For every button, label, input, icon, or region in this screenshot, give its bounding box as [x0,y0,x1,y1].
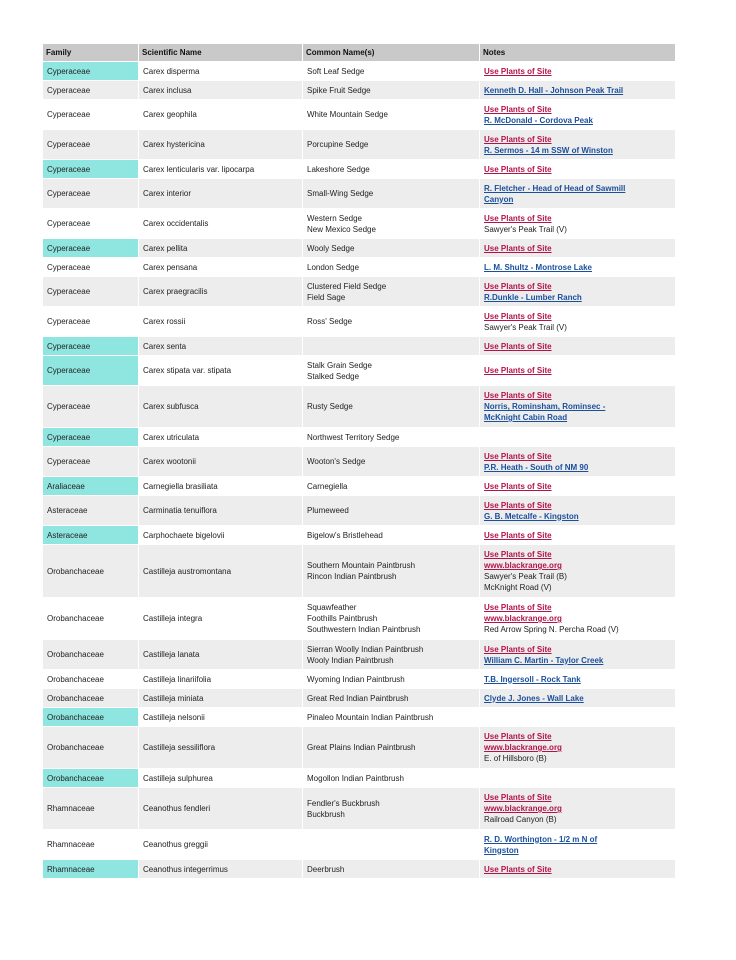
scientific-name-cell: Carex disperma [139,62,303,81]
scientific-name-cell: Carex subfusca [139,386,303,428]
note-link[interactable]: www.blackrange.org [484,561,562,570]
common-name-cell [303,545,480,598]
common-name-cell [303,160,480,179]
note-link[interactable]: Use Plants of Site [484,66,552,76]
family-cell: Orobanchaceae [43,598,139,640]
table-row [43,160,676,179]
common-name-line: Wooly Sedge [307,243,355,253]
family-cell: Cyperaceae [43,62,139,81]
common-name-cell [303,337,480,356]
scientific-name-cell: Carnegiella brasiliata [139,477,303,496]
notes-cell [480,428,676,447]
scientific-name-cell: Carex occidentalis [139,209,303,239]
table-row [43,386,676,428]
common-name-cell [303,277,480,307]
table-row [43,209,676,239]
common-name-line: Field Sage [307,292,346,302]
common-name-line: Spike Fruit Sedge [307,85,371,95]
table-row [43,689,676,708]
scientific-name-cell: Castilleja sulphurea [139,769,303,788]
note-link[interactable]: Use Plants of Site [484,243,552,253]
scientific-name-cell: Carminatia tenuiflora [139,496,303,526]
table-row [43,670,676,689]
notes-cell [480,209,676,239]
table-row [43,62,676,81]
note-link[interactable]: Use Plants of Site [484,311,552,321]
scientific-name-cell: Ceanothus greggii [139,830,303,860]
notes-cell [480,640,676,670]
common-name-cell [303,526,480,545]
scientific-name-cell: Ceanothus fendleri [139,788,303,830]
common-name-line: Stalked Sedge [307,371,360,381]
family-cell: Cyperaceae [43,307,139,337]
table-row [43,81,676,100]
common-name-cell [303,708,480,727]
scientific-name-cell: Carex interior [139,179,303,209]
common-name-cell [303,769,480,788]
common-name-cell [303,447,480,477]
scientific-name-cell: Carex utriculata [139,428,303,447]
note-link[interactable]: Use Plants of Site [484,500,552,510]
family-cell: Orobanchaceae [43,727,139,769]
scientific-name-cell: Ceanothus integerrimus [139,860,303,879]
notes-cell [480,830,676,860]
note-link[interactable]: R. D. Worthington - 1/2 m N of [484,834,598,844]
notes-cell [480,81,676,100]
family-cell: Asteraceae [43,496,139,526]
scientific-name-cell: Castilleja lanata [139,640,303,670]
common-name-line: Stalk Grain Sedge [307,360,372,370]
note-link[interactable]: Clyde J. Jones - Wall Lake [484,693,584,703]
common-name-cell [303,727,480,769]
note-link[interactable]: Use Plants of Site [484,732,552,741]
notes-cell [480,788,676,830]
common-name-line: Plumeweed [307,506,349,515]
table-row [43,179,676,209]
note-link[interactable]: Use Plants of Site [484,391,552,400]
note-link[interactable]: Use Plants of Site [484,104,552,114]
table-row [43,130,676,160]
scientific-name-cell: Carphochaete bigelovii [139,526,303,545]
scientific-name-cell: Carex wootonii [139,447,303,477]
table-row [43,447,676,477]
note-link[interactable]: Use Plants of Site [484,864,552,874]
scientific-name-cell: Carex inclusa [139,81,303,100]
common-name-cell [303,428,480,447]
family-cell: Cyperaceae [43,386,139,428]
common-name-line: Wooly Indian Paintbrush [307,655,394,665]
notes-cell [480,769,676,788]
scientific-name-cell: Carex hystericina [139,130,303,160]
common-name-cell [303,640,480,670]
table-row [43,496,676,526]
family-cell: Orobanchaceae [43,708,139,727]
notes-cell [480,727,676,769]
scientific-name-cell: Carex lenticularis var. lipocarpa [139,160,303,179]
family-cell: Cyperaceae [43,239,139,258]
table-row [43,337,676,356]
note-link[interactable]: Use Plants of Site [484,281,552,291]
notes-cell [480,526,676,545]
note-link[interactable]: Use Plants of Site [484,134,552,144]
scientific-name-cell: Castilleja integra [139,598,303,640]
table-row [43,788,676,830]
common-name-line: Wyoming Indian Paintbrush [307,674,405,684]
table-row [43,727,676,769]
common-name-cell [303,62,480,81]
table-row [43,477,676,496]
common-name-line: Clustered Field Sedge [307,281,387,291]
table-row [43,277,676,307]
note-link[interactable]: Use Plants of Site [484,793,552,802]
common-name-cell [303,81,480,100]
family-cell: Cyperaceae [43,130,139,160]
notes-cell [480,100,676,130]
note-link[interactable]: Use Plants of Site [484,644,552,654]
scientific-name-cell: Carex rossii [139,307,303,337]
common-name-line: Rincon Indian Paintbrush [307,572,397,581]
common-name-line: Bigelow's Bristlehead [307,530,383,540]
note-link[interactable]: T.B. Ingersoll - Rock Tank [484,674,581,684]
scientific-name-cell: Castilleja miniata [139,689,303,708]
note-text: Red Arrow Spring N. Percha Road (V) [484,625,619,634]
notes-cell [480,239,676,258]
common-name-line: White Mountain Sedge [307,110,388,119]
table-row [43,307,676,337]
table-row [43,545,676,598]
notes-cell [480,545,676,598]
note-link[interactable]: Use Plants of Site [484,550,552,559]
common-name-line: Lakeshore Sedge [307,164,370,174]
note-link[interactable]: L. M. Shultz - Montrose Lake [484,262,593,272]
note-link[interactable]: R. Fletcher - Head of Head of Sawmill [484,183,626,193]
family-cell: Orobanchaceae [43,689,139,708]
note-text: Sawyer's Peak Trail (B) [484,572,567,581]
family-cell: Cyperaceae [43,356,139,386]
notes-cell [480,860,676,879]
scientific-name-cell: Carex praegracilis [139,277,303,307]
note-link[interactable]: R. Sermos - 14 m SSW of Winston [484,145,613,155]
table-row [43,708,676,727]
family-cell: Rhamnaceae [43,830,139,860]
notes-cell [480,356,676,386]
notes-cell [480,337,676,356]
family-cell: Cyperaceae [43,337,139,356]
note-link[interactable]: Canyon [484,194,514,204]
table-row [43,526,676,545]
table-row [43,258,676,277]
notes-cell [480,447,676,477]
table-row [43,860,676,879]
family-cell: Orobanchaceae [43,640,139,670]
common-name-line: Soft Leaf Sedge [307,66,365,76]
common-name-cell [303,788,480,830]
common-name-cell [303,307,480,337]
notes-cell [480,598,676,640]
notes-cell [480,160,676,179]
note-link[interactable]: Use Plants of Site [484,451,552,461]
common-name-cell [303,689,480,708]
family-cell: Cyperaceae [43,447,139,477]
note-link[interactable]: Use Plants of Site [484,164,552,174]
note-text: McKnight Road (V) [484,583,552,592]
notes-cell [480,670,676,689]
common-name-line: Carnegiella [307,481,348,491]
note-link[interactable]: P.R. Heath - South of NM 90 [484,462,589,472]
note-link[interactable]: McKnight Cabin Road [484,413,568,422]
family-cell: Asteraceae [43,526,139,545]
family-cell: Araliaceae [43,477,139,496]
notes-cell [480,496,676,526]
notes-cell [480,130,676,160]
common-name-line: Great Red Indian Paintbrush [307,693,409,703]
common-name-line: Southern Mountain Paintbrush [307,561,416,570]
note-link[interactable]: Use Plants of Site [484,341,552,351]
common-name-line: Deerbrush [307,864,345,874]
common-name-line: Northwest Territory Sedge [307,432,400,442]
header-notes: Notes [480,44,676,62]
table-row [43,239,676,258]
common-name-cell [303,356,480,386]
common-name-line: Sierran Woolly Indian Paintbrush [307,644,424,654]
common-name-line: Mogollon Indian Paintbrush [307,773,404,783]
scientific-name-cell: Carex pensana [139,258,303,277]
common-name-line: Porcupine Sedge [307,140,369,149]
scientific-name-cell: Carex geophila [139,100,303,130]
common-name-line: Southwestern Indian Paintbrush [307,625,421,634]
common-name-cell [303,830,480,860]
common-name-cell [303,477,480,496]
family-cell: Cyperaceae [43,81,139,100]
table-row [43,640,676,670]
family-cell: Rhamnaceae [43,860,139,879]
family-cell: Cyperaceae [43,209,139,239]
note-link[interactable]: Norris, Rominsham, Rominsec - [484,402,606,411]
note-text: Sawyer's Peak Trail (V) [484,224,567,234]
common-name-cell [303,100,480,130]
note-link[interactable]: R.Dunkle - Lumber Ranch [484,292,582,302]
header-scientific-name: Scientific Name [139,44,303,62]
note-link[interactable]: William C. Martin - Taylor Creek [484,655,604,665]
notes-cell [480,386,676,428]
notes-cell [480,179,676,209]
notes-cell [480,277,676,307]
note-link[interactable]: Use Plants of Site [484,603,552,612]
common-name-line: Buckbrush [307,809,345,819]
common-name-line: Rusty Sedge [307,402,353,411]
family-cell: Orobanchaceae [43,670,139,689]
scientific-name-cell: Castilleja austromontana [139,545,303,598]
note-link[interactable]: Use Plants of Site [484,530,552,540]
notes-cell [480,258,676,277]
common-name-line: Ross' Sedge [307,317,353,326]
table-row [43,428,676,447]
family-cell: Cyperaceae [43,160,139,179]
common-name-line: Foothills Paintbrush [307,614,378,623]
common-name-cell [303,860,480,879]
family-cell: Cyperaceae [43,428,139,447]
common-name-cell [303,130,480,160]
scientific-name-cell: Castilleja nelsonii [139,708,303,727]
note-link[interactable]: Use Plants of Site [484,366,552,375]
family-cell: Cyperaceae [43,258,139,277]
family-cell: Cyperaceae [43,277,139,307]
note-link[interactable]: www.blackrange.org [484,743,562,752]
family-cell: Orobanchaceae [43,545,139,598]
common-name-line: Wooton's Sedge [307,457,366,466]
common-name-line: Great Plains Indian Paintbrush [307,743,416,752]
common-name-cell [303,598,480,640]
common-name-cell [303,386,480,428]
common-name-line: Pinaleo Mountain Indian Paintbrush [307,712,434,722]
common-name-cell [303,209,480,239]
note-link[interactable]: Kenneth D. Hall - Johnson Peak Trail [484,85,624,95]
scientific-name-cell: Carex senta [139,337,303,356]
note-link[interactable]: Use Plants of Site [484,213,552,223]
common-name-cell [303,258,480,277]
common-name-cell [303,670,480,689]
family-cell: Cyperaceae [43,100,139,130]
table-row [43,769,676,788]
scientific-name-cell: Castilleja sessiliflora [139,727,303,769]
plant-list-table [42,43,676,879]
scientific-name-cell: Carex stipata var. stipata [139,356,303,386]
note-link[interactable]: www.blackrange.org [484,614,562,623]
table-row [43,598,676,640]
note-text: Sawyer's Peak Trail (V) [484,322,567,332]
note-link[interactable]: Kingston [484,845,519,855]
notes-cell [480,307,676,337]
common-name-line: Fendler's Buckbrush [307,798,380,808]
note-link[interactable]: R. McDonald - Cordova Peak [484,115,593,125]
note-link[interactable]: www.blackrange.org [484,804,562,813]
common-name-cell [303,496,480,526]
common-name-line: Western Sedge [307,213,362,223]
header-family: Family [43,44,139,62]
table-row [43,356,676,386]
common-name-line: New Mexico Sedge [307,224,376,234]
note-text: Railroad Canyon (B) [484,815,557,824]
table-body [43,62,676,879]
header-common-names: Common Name(s) [303,44,480,62]
common-name-line: Squawfeather [307,603,357,612]
table-row [43,830,676,860]
notes-cell [480,477,676,496]
family-cell: Cyperaceae [43,179,139,209]
family-cell: Rhamnaceae [43,788,139,830]
note-link[interactable]: Use Plants of Site [484,481,552,491]
notes-cell [480,708,676,727]
note-link[interactable]: G. B. Metcalfe - Kingston [484,511,579,521]
notes-cell [480,689,676,708]
scientific-name-cell: Castilleja linariifolia [139,670,303,689]
notes-cell [480,62,676,81]
common-name-cell [303,179,480,209]
table-row [43,100,676,130]
family-cell: Orobanchaceae [43,769,139,788]
note-text: E. of Hillsboro (B) [484,754,547,763]
scientific-name-cell: Carex pellita [139,239,303,258]
common-name-cell [303,239,480,258]
common-name-line: London Sedge [307,262,360,272]
header-row [43,44,676,62]
common-name-line: Small-Wing Sedge [307,189,374,198]
